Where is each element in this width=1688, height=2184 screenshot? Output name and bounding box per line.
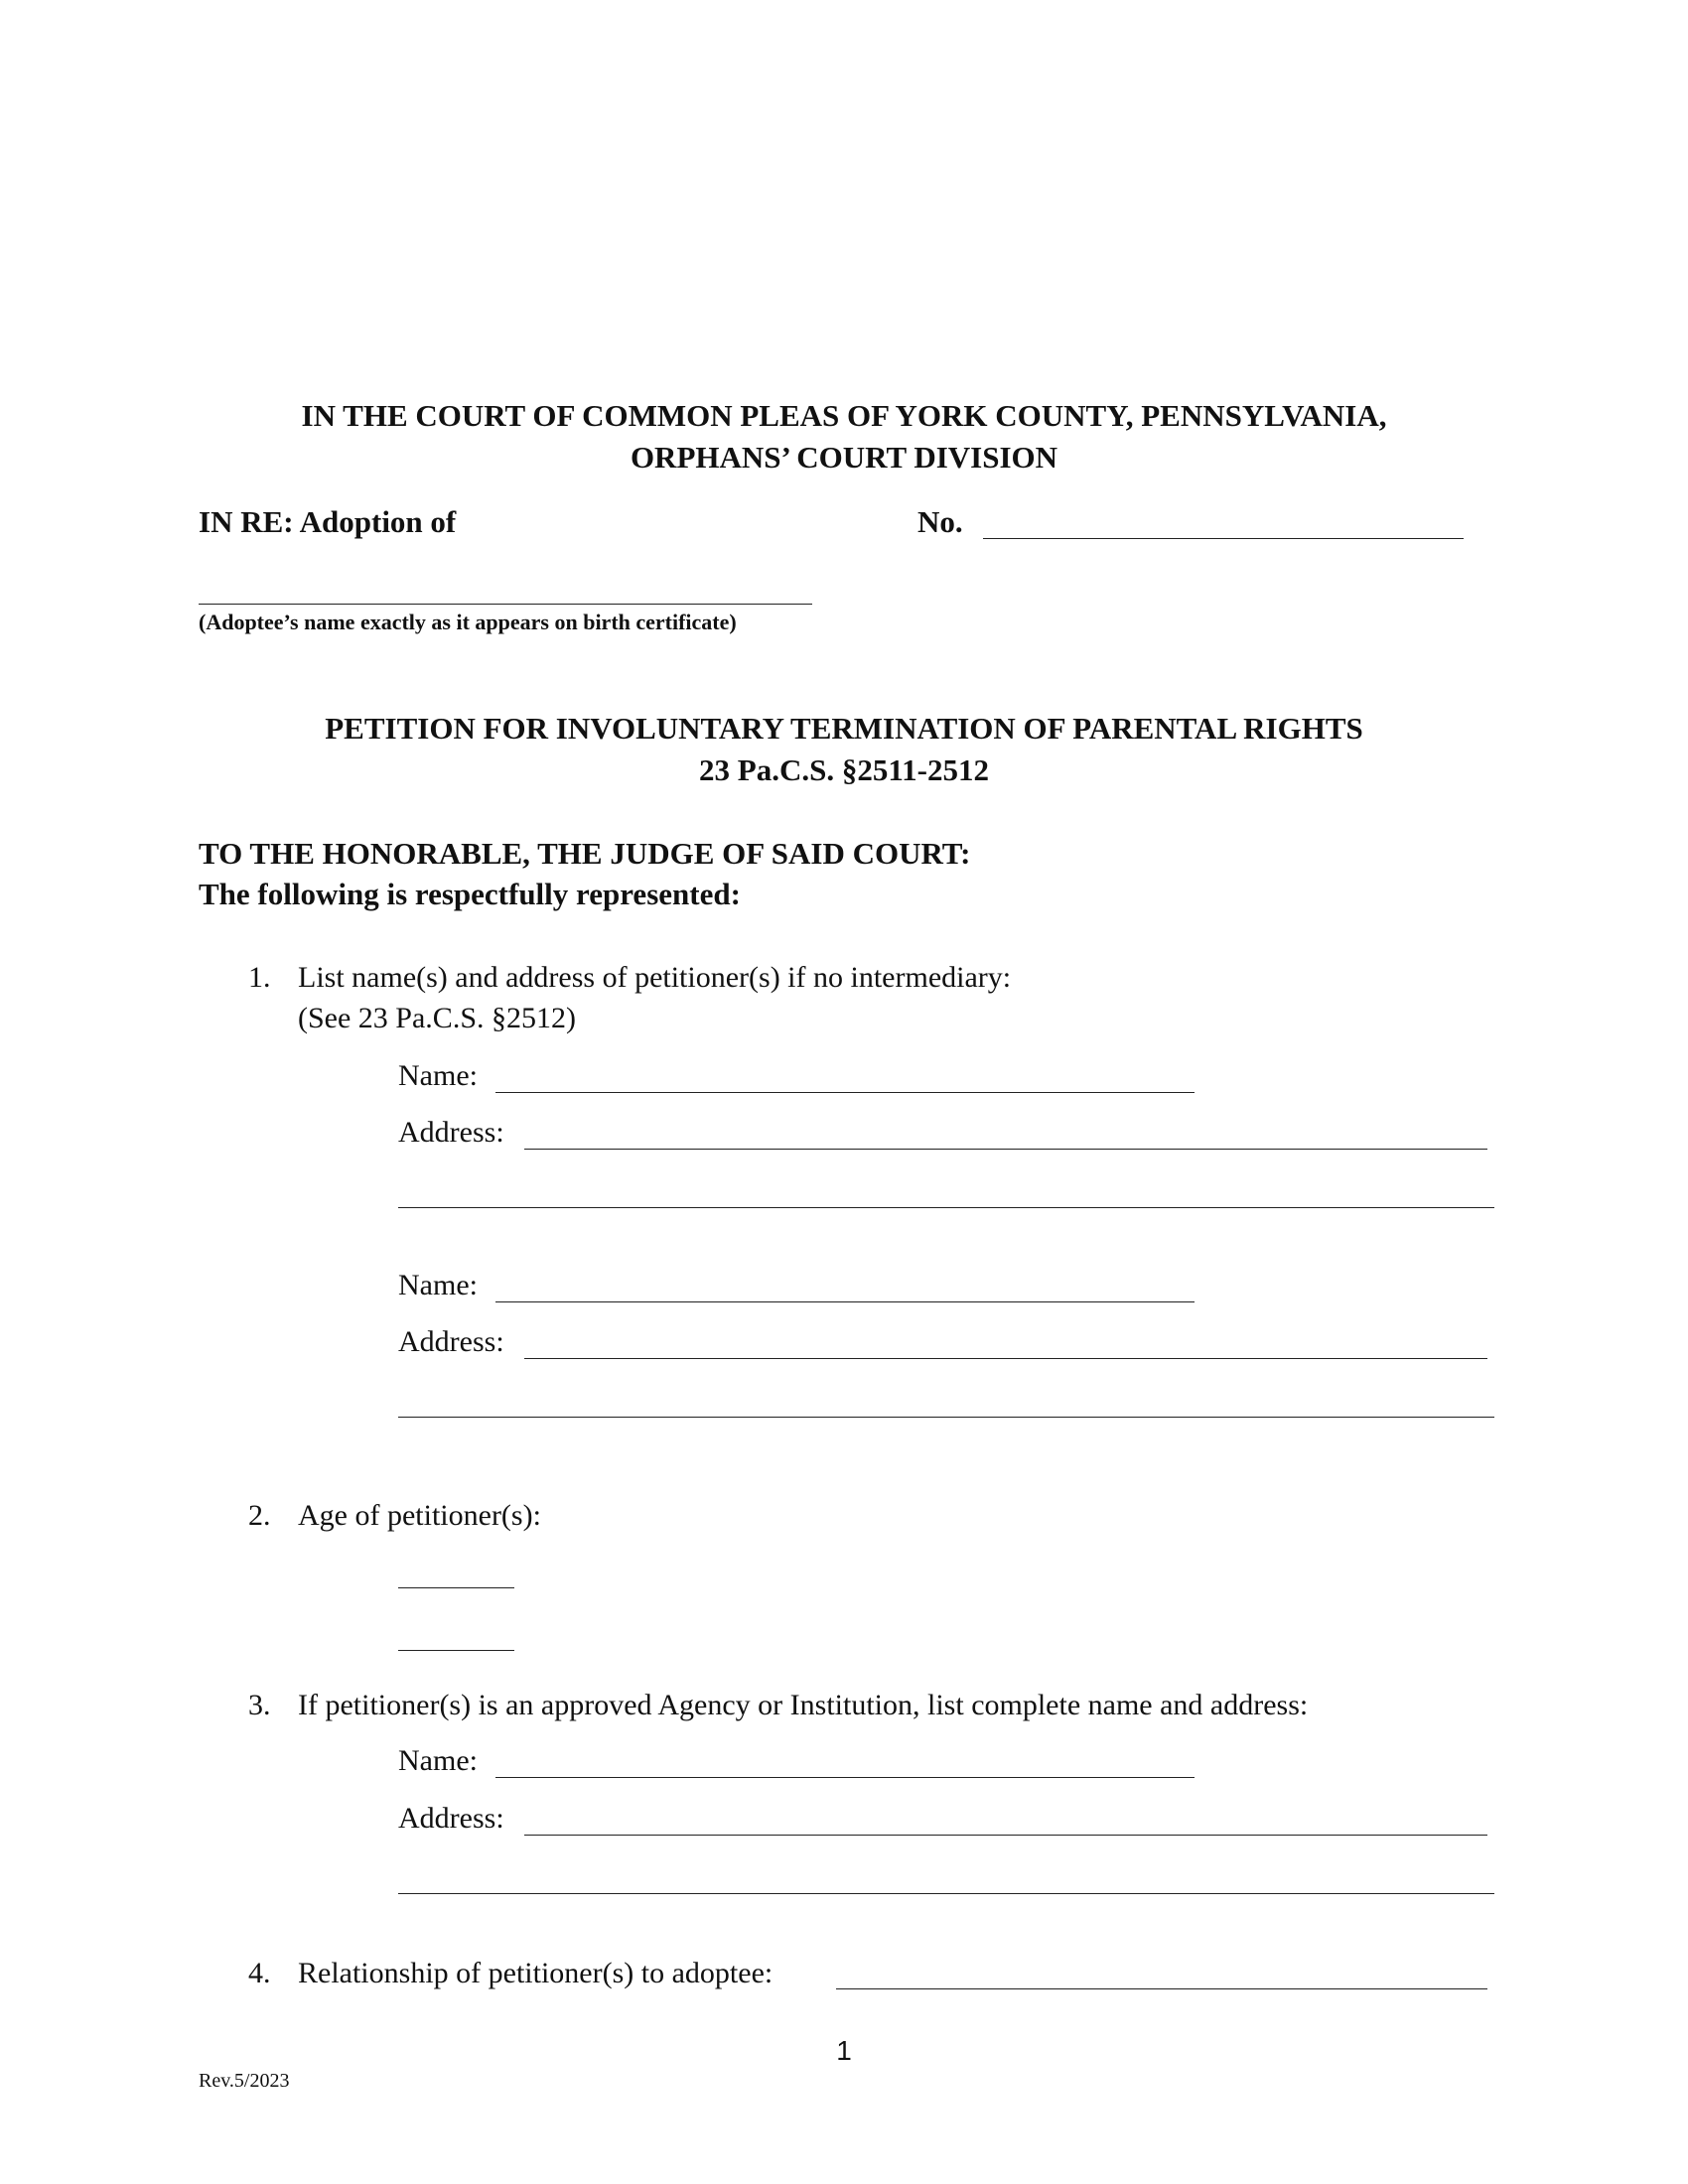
salutation-line2: The following is respectfully represented:	[199, 877, 741, 911]
adoptee-name-note: (Adoptee’s name exactly as it appears on birth certificate)	[199, 610, 737, 634]
petitioner-1-age-field[interactable]	[398, 1587, 514, 1588]
court-division-line: ORPHANS’ COURT DIVISION	[630, 440, 1058, 475]
petitioner-1-name-field[interactable]	[495, 1092, 1195, 1093]
agency-name-label: Name:	[398, 1744, 478, 1777]
adoptee-name-field[interactable]	[199, 604, 812, 605]
court-name-line: IN THE COURT OF COMMON PLEAS OF YORK COUNTY, PENNSYLVANIA,	[301, 398, 1387, 433]
item-2-number: 2.	[248, 1499, 271, 1532]
case-number-label: No.	[917, 504, 963, 539]
case-number-field[interactable]	[983, 538, 1464, 539]
petitioner-1-address-line2-field[interactable]	[398, 1207, 1494, 1208]
petitioner-2-address-line2-field[interactable]	[398, 1417, 1494, 1418]
page-number: 1	[836, 2035, 852, 2066]
item-4-text: Relationship of petitioner(s) to adoptee:	[298, 1957, 774, 1989]
item-1-subtext: (See 23 Pa.C.S. §2512)	[298, 1002, 576, 1034]
item-2-text: Age of petitioner(s):	[298, 1499, 541, 1532]
agency-address-field[interactable]	[524, 1835, 1487, 1836]
salutation-line1: TO THE HONORABLE, THE JUDGE OF SAID COURT:	[199, 836, 971, 871]
petitioner-2-address-field[interactable]	[524, 1358, 1487, 1359]
agency-address-label: Address:	[398, 1802, 504, 1835]
petitioner-1-address-label: Address:	[398, 1116, 504, 1149]
in-re-label: IN RE: Adoption of	[199, 504, 457, 539]
petitioner-2-age-field[interactable]	[398, 1650, 514, 1651]
petition-statute: 23 Pa.C.S. §2511-2512	[699, 752, 989, 787]
item-3-text: If petitioner(s) is an approved Agency or Institution, list complete name and address:	[298, 1689, 1309, 1721]
petitioner-1-address-field[interactable]	[524, 1149, 1487, 1150]
relationship-field[interactable]	[836, 1988, 1487, 1989]
item-1-text: List name(s) and address of petitioner(s) if no intermediary:	[298, 961, 1012, 994]
petitioner-2-address-label: Address:	[398, 1325, 504, 1358]
item-3-number: 3.	[248, 1689, 271, 1721]
agency-name-field[interactable]	[495, 1777, 1195, 1778]
item-4-number: 4.	[248, 1957, 271, 1989]
petitioner-2-name-label: Name:	[398, 1269, 478, 1301]
petition-title: PETITION FOR INVOLUNTARY TERMINATION OF PARENTAL RIGHTS	[325, 711, 1363, 746]
revision-label: Rev.5/2023	[199, 2070, 290, 2092]
petitioner-1-name-label: Name:	[398, 1059, 478, 1092]
item-1-number: 1.	[248, 961, 271, 994]
petitioner-2-name-field[interactable]	[495, 1301, 1195, 1302]
agency-address-line2-field[interactable]	[398, 1893, 1494, 1894]
